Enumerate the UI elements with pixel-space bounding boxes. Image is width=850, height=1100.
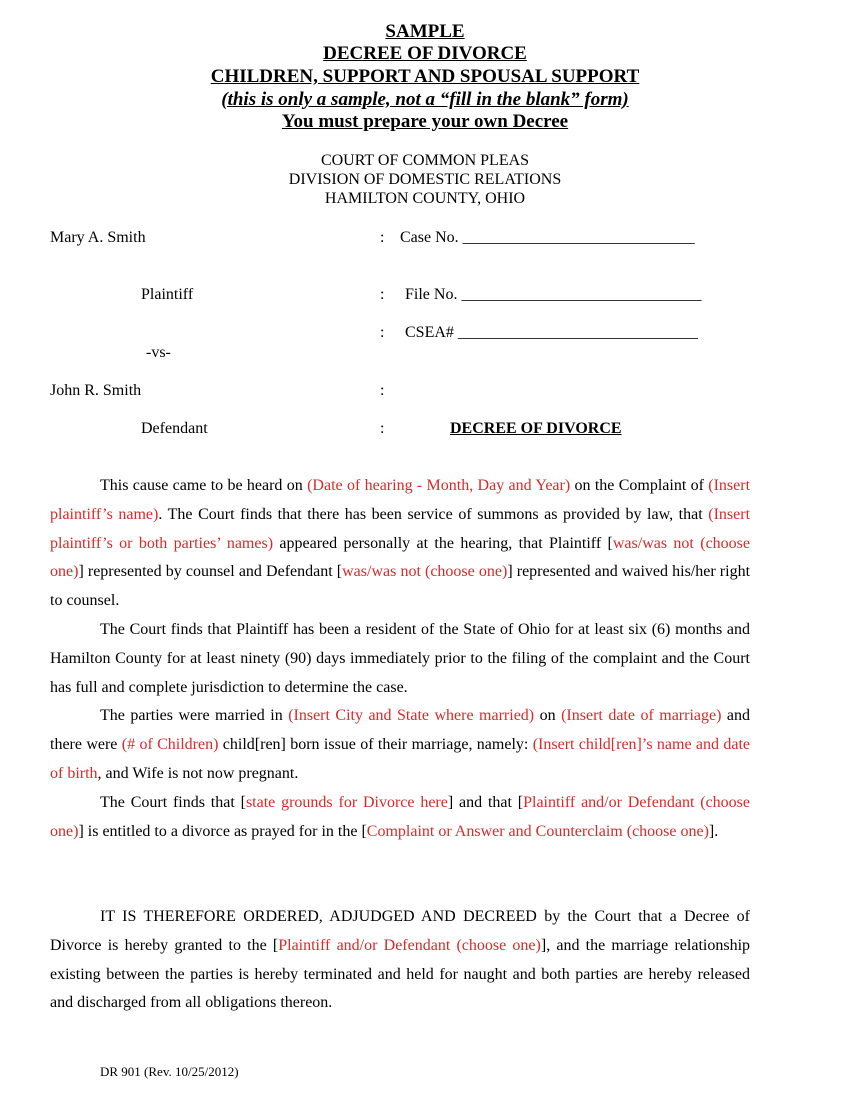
paragraph-order xyxy=(50,903,750,1018)
placeholder-text: (Insert plaintiff’s name) xyxy=(50,477,751,523)
plaintiff-name: Mary A. Smith xyxy=(50,229,146,246)
placeholder-text: (Insert City and State where married) xyxy=(288,707,535,725)
caption-colon: : xyxy=(380,382,385,399)
header-sample-notice: (this is only a sample, not a “fill in the blank” form) xyxy=(221,89,629,110)
caption-colon: : xyxy=(380,420,385,437)
court-name: COURT OF COMMON PLEAS xyxy=(320,152,530,169)
header-sample: SAMPLE xyxy=(385,21,465,42)
plaintiff-label: Plaintiff xyxy=(141,286,194,303)
case-number-field: Case No. _____________________________ xyxy=(400,229,695,246)
body-text: IT IS THEREFORE ORDERED, ADJUDGED AND DECREED by the Court that a Decree of Divorce is hereby granted to the [ xyxy=(50,908,750,954)
body-text: on the Complaint of xyxy=(570,477,709,494)
defendant-label: Defendant xyxy=(141,420,208,437)
versus-label: -vs- xyxy=(146,344,171,361)
file-number-field: File No. ______________________________ xyxy=(405,286,702,303)
header-instruction: You must prepare your own Decree xyxy=(281,111,569,132)
body-text: child[ren] born issue of their marriage, namely: xyxy=(218,736,533,754)
body-text: , and Wife is not now pregnant. xyxy=(97,764,299,782)
paragraph-hearing xyxy=(50,472,750,616)
paragraph-residency xyxy=(50,616,750,702)
paragraph-marriage xyxy=(50,702,750,788)
body-text: ], and the marriage relationship existing between the parties is hereby terminated and held for naught and both parties are hereby released and discharged from all obligations thereon. xyxy=(50,936,751,1012)
body-text: The parties were married in xyxy=(100,707,289,725)
body-text: and there were xyxy=(50,707,751,754)
placeholder-text: was/was not (choose one) xyxy=(50,534,750,581)
placeholder-text: (Insert date of marriage) xyxy=(561,707,722,725)
body-text: The Court finds that Plaintiff has been a resident of the State of Ohio for at least six (6) months and Hamilton County for at least ninety (90) days immediately prior to the filing of the complaint and the Court has full and complete jurisdiction to determine the case. xyxy=(50,620,750,696)
document-title: DECREE OF DIVORCE xyxy=(450,420,622,437)
header-decree-title: DECREE OF DIVORCE xyxy=(323,43,527,64)
body-text: The Court finds that [ xyxy=(100,793,246,811)
csea-field: CSEA# ______________________________ xyxy=(405,324,698,341)
caption-colon: : xyxy=(380,229,385,246)
body-text: ] represented and waived his/her right to counsel. xyxy=(50,563,751,610)
court-county: HAMILTON COUNTY, OHIO xyxy=(324,190,526,207)
body-text: . The Court finds that there has been service of summons as provided by law, that xyxy=(158,505,709,523)
paragraph-grounds xyxy=(50,789,750,847)
body-text: on xyxy=(534,707,562,725)
placeholder-text: (Date of hearing - Month, Day and Year) xyxy=(307,477,571,494)
placeholder-text: Plaintiff and/or Defendant (choose one) xyxy=(50,793,750,840)
decree-body xyxy=(50,472,750,846)
caption-colon: : xyxy=(380,286,385,303)
court-division: DIVISION OF DOMESTIC RELATIONS xyxy=(288,171,562,188)
placeholder-text: (# of Children) xyxy=(121,736,219,754)
body-text: This cause came to be heard on xyxy=(100,477,308,494)
placeholder-text: state grounds for Divorce here xyxy=(245,793,448,811)
decree-order xyxy=(50,903,750,1018)
body-text: ] is entitled to a divorce as prayed for in the [ xyxy=(78,822,367,840)
placeholder-text: (Insert plaintiff’s or both parties’ names) xyxy=(50,505,751,552)
placeholder-text: Complaint or Answer and Counterclaim (choose one) xyxy=(366,822,709,840)
placeholder-text: was/was not (choose one) xyxy=(342,563,508,581)
defendant-name: John R. Smith xyxy=(50,382,142,399)
caption-colon: : xyxy=(380,324,385,341)
header-subtitle: CHILDREN, SUPPORT AND SPOUSAL SUPPORT xyxy=(210,66,640,87)
body-text: appeared personally at the hearing, that Plaintiff [ xyxy=(273,534,613,552)
placeholder-text: (Insert child[ren]’s name and date of birth xyxy=(50,736,751,782)
body-text: ]. xyxy=(708,822,719,840)
body-text: ] represented by counsel and Defendant [ xyxy=(78,563,343,581)
body-text: ] and that [ xyxy=(447,793,524,811)
placeholder-text: Plaintiff and/or Defendant (choose one) xyxy=(278,936,541,954)
form-footer: DR 901 (Rev. 10/25/2012) xyxy=(100,1064,239,1079)
